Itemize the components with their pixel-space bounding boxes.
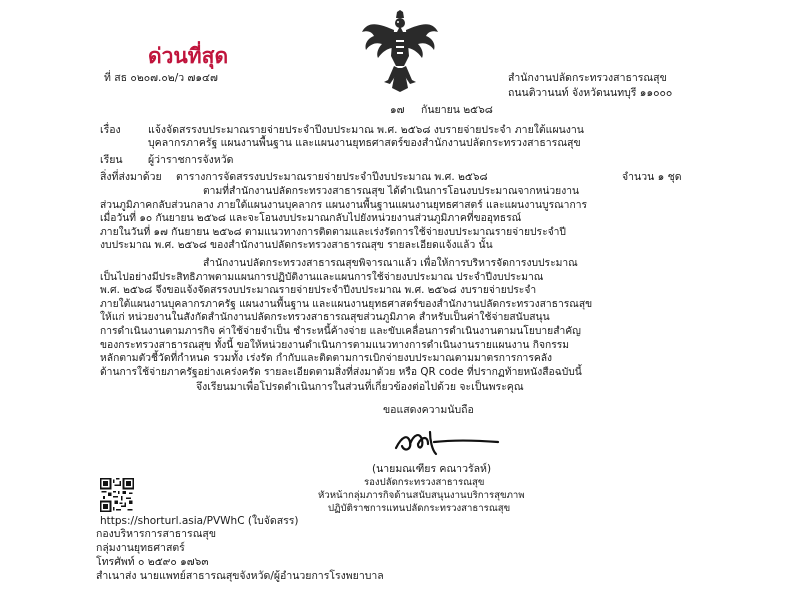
signer-title-2: หัวหน้ากลุ่มภารกิจด้านสนับสนุนงานบริการสุขภาพ [318, 490, 525, 501]
paragraph-line: ส่วนภูมิภาคกลับส่วนกลาง ภายใต้แผนงานบุคลากร แผนงานพื้นฐานแผนงานยุทธศาสตร์ และแผนงานบูรณาการ [100, 198, 588, 211]
paragraph-line: ตามที่สำนักงานปลัดกระทรวงสาธารณสุข ได้ดำเนินการโอนงบประมาณจากหน่วยงาน [203, 185, 580, 197]
enclosure-value: ตารางการจัดสรรงบประมาณรายจ่ายประจำปีงบประมาณ พ.ศ. ๒๕๖๘ [176, 171, 488, 183]
body-paragraph-2 [100, 257, 592, 379]
paragraph-line: เป็นไปอย่างมีประสิทธิภาพตามแผนการปฏิบัติงานและแผนการใช้จ่ายงบประมาณ ประจำปีงบประมาณ [100, 270, 544, 283]
paragraph-line: สำนักงานปลัดกระทรวงสาธารณสุขพิจารณาแล้ว เพื่อให้การบริหารจัดการงบประมาณ [203, 257, 578, 269]
sender-address: ถนนติวานนท์ จังหวัดนนทบุรี ๑๑๐๐๐ [508, 87, 673, 99]
footer-phone: โทรศัพท์ ๐ ๒๕๙๐ ๑๗๖๓ [96, 556, 209, 568]
body-paragraph-3: จึงเรียนมาเพื่อโปรดดำเนินการในส่วนที่เกี่ยวข้องต่อไปด้วย จะเป็นพระคุณ [196, 381, 524, 393]
footer-url-link[interactable]: https://shorturl.asia/PVWhC (ใบจัดสรร) [100, 515, 299, 527]
enclosure-label: สิ่งที่ส่งมาด้วย [100, 171, 162, 183]
qr-code-icon[interactable] [100, 478, 134, 512]
footer-division: กองบริหารการสาธารณสุข [96, 528, 217, 540]
paragraph-line: เมื่อวันที่ ๑๐ กันยายน ๒๕๖๘ และจะโอนงบประมาณกลับไปยังหน่วยงานส่วนภูมิภาคที่ขออุทธรณ์ [100, 212, 522, 225]
paragraph-line: ของกระทรวงสาธารณสุข ทั้งนี้ ขอให้หน่วยงานดำเนินการตามแนวทางการดำเนินงานรายแผนงาน กิจกรรม [100, 338, 570, 351]
paragraph-line: หลักตามตัวชี้วัดที่กำหนด รวมทั้ง เร่งรัด กำกับและติดตามการเบิกจ่ายงบประมาณตามมาตรการการคลัง [100, 352, 553, 365]
subject-label: เรื่อง [100, 124, 121, 136]
recipient-label: เรียน [100, 154, 123, 166]
subject-line-2: บุคลากรภาครัฐ แผนงานพื้นฐาน และแผนงานยุทธศาสตร์ของสำนักงานปลัดกระทรวงสาธารณสุข [148, 137, 581, 149]
date-month-year: กันยายน ๒๕๖๘ [421, 104, 493, 116]
paragraph-line: ภายใต้แผนงานบุคลากรภาครัฐ แผนงานพื้นฐาน และแผนงานยุทธศาสตร์ของสำนักงานปลัดกระทรวงสาธารณสุข [100, 297, 593, 310]
date-day: ๑๗ [390, 104, 405, 116]
paragraph-line: ด้านการใช้จ่ายภาครัฐอย่างเคร่งครัด รายละเอียดตามสิ่งที่ส่งมาด้วย หรือ QR code ที่ปรากฏท้ายหนังสือฉบับนี้ [100, 365, 582, 378]
paragraph-line: พ.ศ. ๒๕๖๘ จึงขอแจ้งจัดสรรงบประมาณรายจ่ายประจำปีงบประมาณ พ.ศ. ๒๕๖๘ งบรายจ่ายประจำ [100, 284, 537, 297]
paragraph-line: งบประมาณ พ.ศ. ๒๕๖๘ ของสำนักงานปลัดกระทรวงสาธารณสุข รายละเอียดแจ้งแล้ว นั้น [100, 239, 493, 252]
footer-group: กลุ่มงานยุทธศาสตร์ [96, 542, 185, 554]
signer-name: (นายมณเฑียร คณาวรัลห์) [372, 463, 492, 475]
subject-line-1: แจ้งจัดสรรงบประมาณรายจ่ายประจำปีงบประมาณ พ.ศ. ๒๕๖๘ งบรายจ่ายประจำ ภายใต้แผนงาน [148, 124, 584, 136]
sender-org: สำนักงานปลัดกระทรวงสาธารณสุข [508, 72, 667, 84]
footer-cc: สำเนาส่ง นายแพทย์สาธารณสุขจังหวัด/ผู้อำนวยการโรงพยาบาล [96, 570, 384, 582]
enclosure-quantity: จำนวน ๑ ชุด [622, 171, 682, 183]
signer-title-3: ปฏิบัติราชการแทนปลัดกระทรวงสาธารณสุข [328, 503, 511, 514]
paragraph-line: การดำเนินงานตามภารกิจ ค่าใช้จ่ายจำเป็น ชำระหนี้ค้างจ่าย และขับเคลื่อนการดำเนินงานตามนโยบายสำคัญ [100, 324, 581, 337]
body-paragraph-1 [100, 185, 587, 253]
signature-icon [392, 426, 502, 458]
garuda-emblem-icon [360, 10, 440, 92]
paragraph-line: ให้แก่ หน่วยงานในสังกัดสำนักงานปลัดกระทรวงสาธารณสุขส่วนภูมิภาค สำหรับเป็นค่าใช้จ่ายสนับสนุน [100, 311, 550, 324]
recipient-value: ผู้ว่าราชการจังหวัด [148, 154, 234, 166]
signer-title-1: รองปลัดกระทรวงสาธารณสุข [364, 477, 485, 488]
paragraph-line: ภายในวันที่ ๑๗ กันยายน ๒๕๖๘ ตามแนวทางการติดตามและเร่งรัดการใช้จ่ายงบประมาณรายจ่ายประจำปี [100, 225, 566, 238]
closing-regards: ขอแสดงความนับถือ [383, 404, 474, 416]
urgency-label: ด่วนที่สุด [148, 44, 229, 68]
doc-number: ที่ สธ ๐๒๐๗.๐๒/ว ๗๑๔๗ [104, 72, 218, 84]
